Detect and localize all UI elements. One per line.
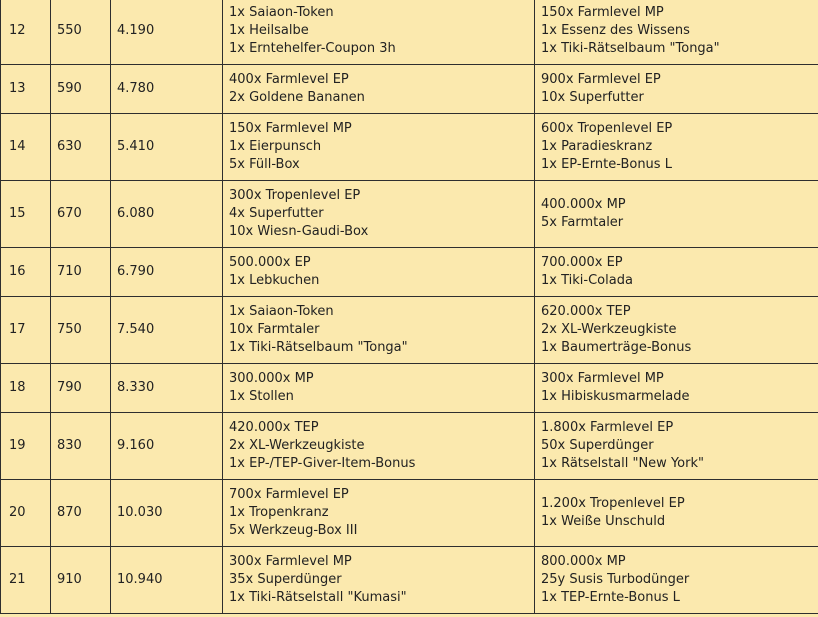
reward-cell-first: [223, 181, 535, 248]
reward-item: 2x Goldene Bananen: [229, 90, 365, 105]
reward-item: 2x XL-Werkzeugkiste: [541, 322, 677, 337]
total-cell: 9.160: [111, 413, 223, 480]
level-cell: 14: [1, 114, 51, 181]
reward-item: 1x TEP-Ernte-Bonus L: [541, 590, 680, 605]
reward-item: 1x EP-/TEP-Giver-Item-Bonus: [229, 456, 416, 471]
reward-cell-first: [223, 364, 535, 413]
reward-item: 1x Rätselstall "New York": [541, 456, 704, 471]
reward-item: 300x Farmlevel MP: [229, 554, 352, 569]
total-cell: 4.780: [111, 65, 223, 114]
table-row: [1, 297, 818, 364]
reward-cell-first: [223, 297, 535, 364]
reward-item: 150x Farmlevel MP: [229, 121, 352, 136]
reward-item: 50x Superdünger: [541, 438, 654, 453]
reward-item: 1x EP-Ernte-Bonus L: [541, 157, 672, 172]
points-cell: 710: [51, 248, 111, 297]
total-cell: 6.790: [111, 248, 223, 297]
reward-item: 1.800x Farmlevel EP: [541, 420, 674, 435]
reward-item: 300.000x MP: [229, 371, 314, 386]
reward-cell-second: [535, 297, 818, 364]
reward-cell-first: [223, 114, 535, 181]
reward-item: 900x Farmlevel EP: [541, 72, 661, 87]
reward-item: 25y Susis Turbodünger: [541, 572, 690, 587]
reward-cell-second: [535, 114, 818, 181]
reward-cell-first: [223, 65, 535, 114]
table-row: [1, 248, 818, 297]
reward-item: 700.000x EP: [541, 255, 623, 270]
points-cell: 550: [51, 0, 111, 65]
points-cell: 670: [51, 181, 111, 248]
table-row: [1, 65, 818, 114]
level-cell: 17: [1, 297, 51, 364]
level-cell: 21: [1, 547, 51, 614]
reward-cell-first: [223, 248, 535, 297]
reward-item: 5x Werkzeug-Box III: [229, 523, 358, 538]
reward-cell-first: [223, 0, 535, 65]
reward-item: 1x Eierpunsch: [229, 139, 322, 154]
reward-item: 800.000x MP: [541, 554, 626, 569]
reward-cell-second: [535, 65, 818, 114]
points-cell: 750: [51, 297, 111, 364]
reward-cell-second: [535, 547, 818, 614]
table-row: [1, 480, 818, 547]
total-cell: 5.410: [111, 114, 223, 181]
level-cell: 13: [1, 65, 51, 114]
reward-item: 1x Tiki-Rätselstall "Kumasi": [229, 590, 407, 605]
reward-item: 2x XL-Werkzeugkiste: [229, 438, 365, 453]
reward-item: 1x Heilsalbe: [229, 23, 309, 38]
reward-item: 1x Tropenkranz: [229, 505, 329, 520]
rewards-table-body: [1, 0, 818, 614]
reward-item: 5x Farmtaler: [541, 215, 624, 230]
level-cell: 15: [1, 181, 51, 248]
reward-item: 5x Füll-Box: [229, 157, 300, 172]
reward-cell-second: [535, 0, 818, 65]
table-row: [1, 547, 818, 614]
reward-item: 700x Farmlevel EP: [229, 487, 349, 502]
reward-item: 600x Tropenlevel EP: [541, 121, 673, 136]
total-cell: 10.940: [111, 547, 223, 614]
points-cell: 790: [51, 364, 111, 413]
reward-cell-second: [535, 413, 818, 480]
reward-item: 1x Lebkuchen: [229, 273, 320, 288]
total-cell: 8.330: [111, 364, 223, 413]
points-cell: 590: [51, 65, 111, 114]
reward-item: 10x Wiesn-Gaudi-Box: [229, 224, 369, 239]
reward-item: 1x Baumerträge-Bonus: [541, 340, 692, 355]
reward-item: 1x Essenz des Wissens: [541, 23, 690, 38]
reward-item: 1x Tiki-Rätselbaum "Tonga": [229, 340, 408, 355]
points-cell: 630: [51, 114, 111, 181]
reward-item: 1x Tiki-Colada: [541, 273, 633, 288]
reward-item: 1x Erntehelfer-Coupon 3h: [229, 41, 396, 56]
reward-item: 1x Saiaon-Token: [229, 5, 334, 20]
level-cell: 16: [1, 248, 51, 297]
reward-item: 1x Hibiskusmarmelade: [541, 389, 690, 404]
reward-item: 10x Farmtaler: [229, 322, 320, 337]
points-cell: 910: [51, 547, 111, 614]
reward-cell-first: [223, 480, 535, 547]
reward-item: 1.200x Tropenlevel EP: [541, 496, 685, 511]
reward-item: 10x Superfutter: [541, 90, 644, 105]
reward-item: 300x Farmlevel MP: [541, 371, 664, 386]
level-cell: 18: [1, 364, 51, 413]
reward-item: 150x Farmlevel MP: [541, 5, 664, 20]
points-cell: 870: [51, 480, 111, 547]
reward-item: 35x Superdünger: [229, 572, 342, 587]
reward-item: 1x Tiki-Rätselbaum "Tonga": [541, 41, 720, 56]
total-cell: 6.080: [111, 181, 223, 248]
table-row: [1, 0, 818, 65]
reward-item: 1x Weiße Unschuld: [541, 514, 666, 529]
reward-item: 1x Stollen: [229, 389, 294, 404]
total-cell: 7.540: [111, 297, 223, 364]
reward-item: 420.000x TEP: [229, 420, 319, 435]
table-row: [1, 364, 818, 413]
table-row: [1, 114, 818, 181]
points-cell: 830: [51, 413, 111, 480]
reward-item: 500.000x EP: [229, 255, 311, 270]
total-cell: 4.190: [111, 0, 223, 65]
reward-item: 400x Farmlevel EP: [229, 72, 349, 87]
reward-item: 400.000x MP: [541, 197, 626, 212]
table-row: [1, 181, 818, 248]
table-row: [1, 413, 818, 480]
reward-item: 4x Superfutter: [229, 206, 324, 221]
reward-item: 1x Paradieskranz: [541, 139, 653, 154]
reward-cell-first: [223, 547, 535, 614]
level-cell: 12: [1, 0, 51, 65]
level-cell: 19: [1, 413, 51, 480]
reward-cell-second: [535, 480, 818, 547]
reward-cell-first: [223, 413, 535, 480]
reward-cell-second: [535, 248, 818, 297]
reward-item: 300x Tropenlevel EP: [229, 188, 361, 203]
reward-item: 1x Saiaon-Token: [229, 304, 334, 319]
reward-cell-second: [535, 364, 818, 413]
total-cell: 10.030: [111, 480, 223, 547]
reward-item: 620.000x TEP: [541, 304, 631, 319]
reward-cell-second: [535, 181, 818, 248]
level-cell: 20: [1, 480, 51, 547]
